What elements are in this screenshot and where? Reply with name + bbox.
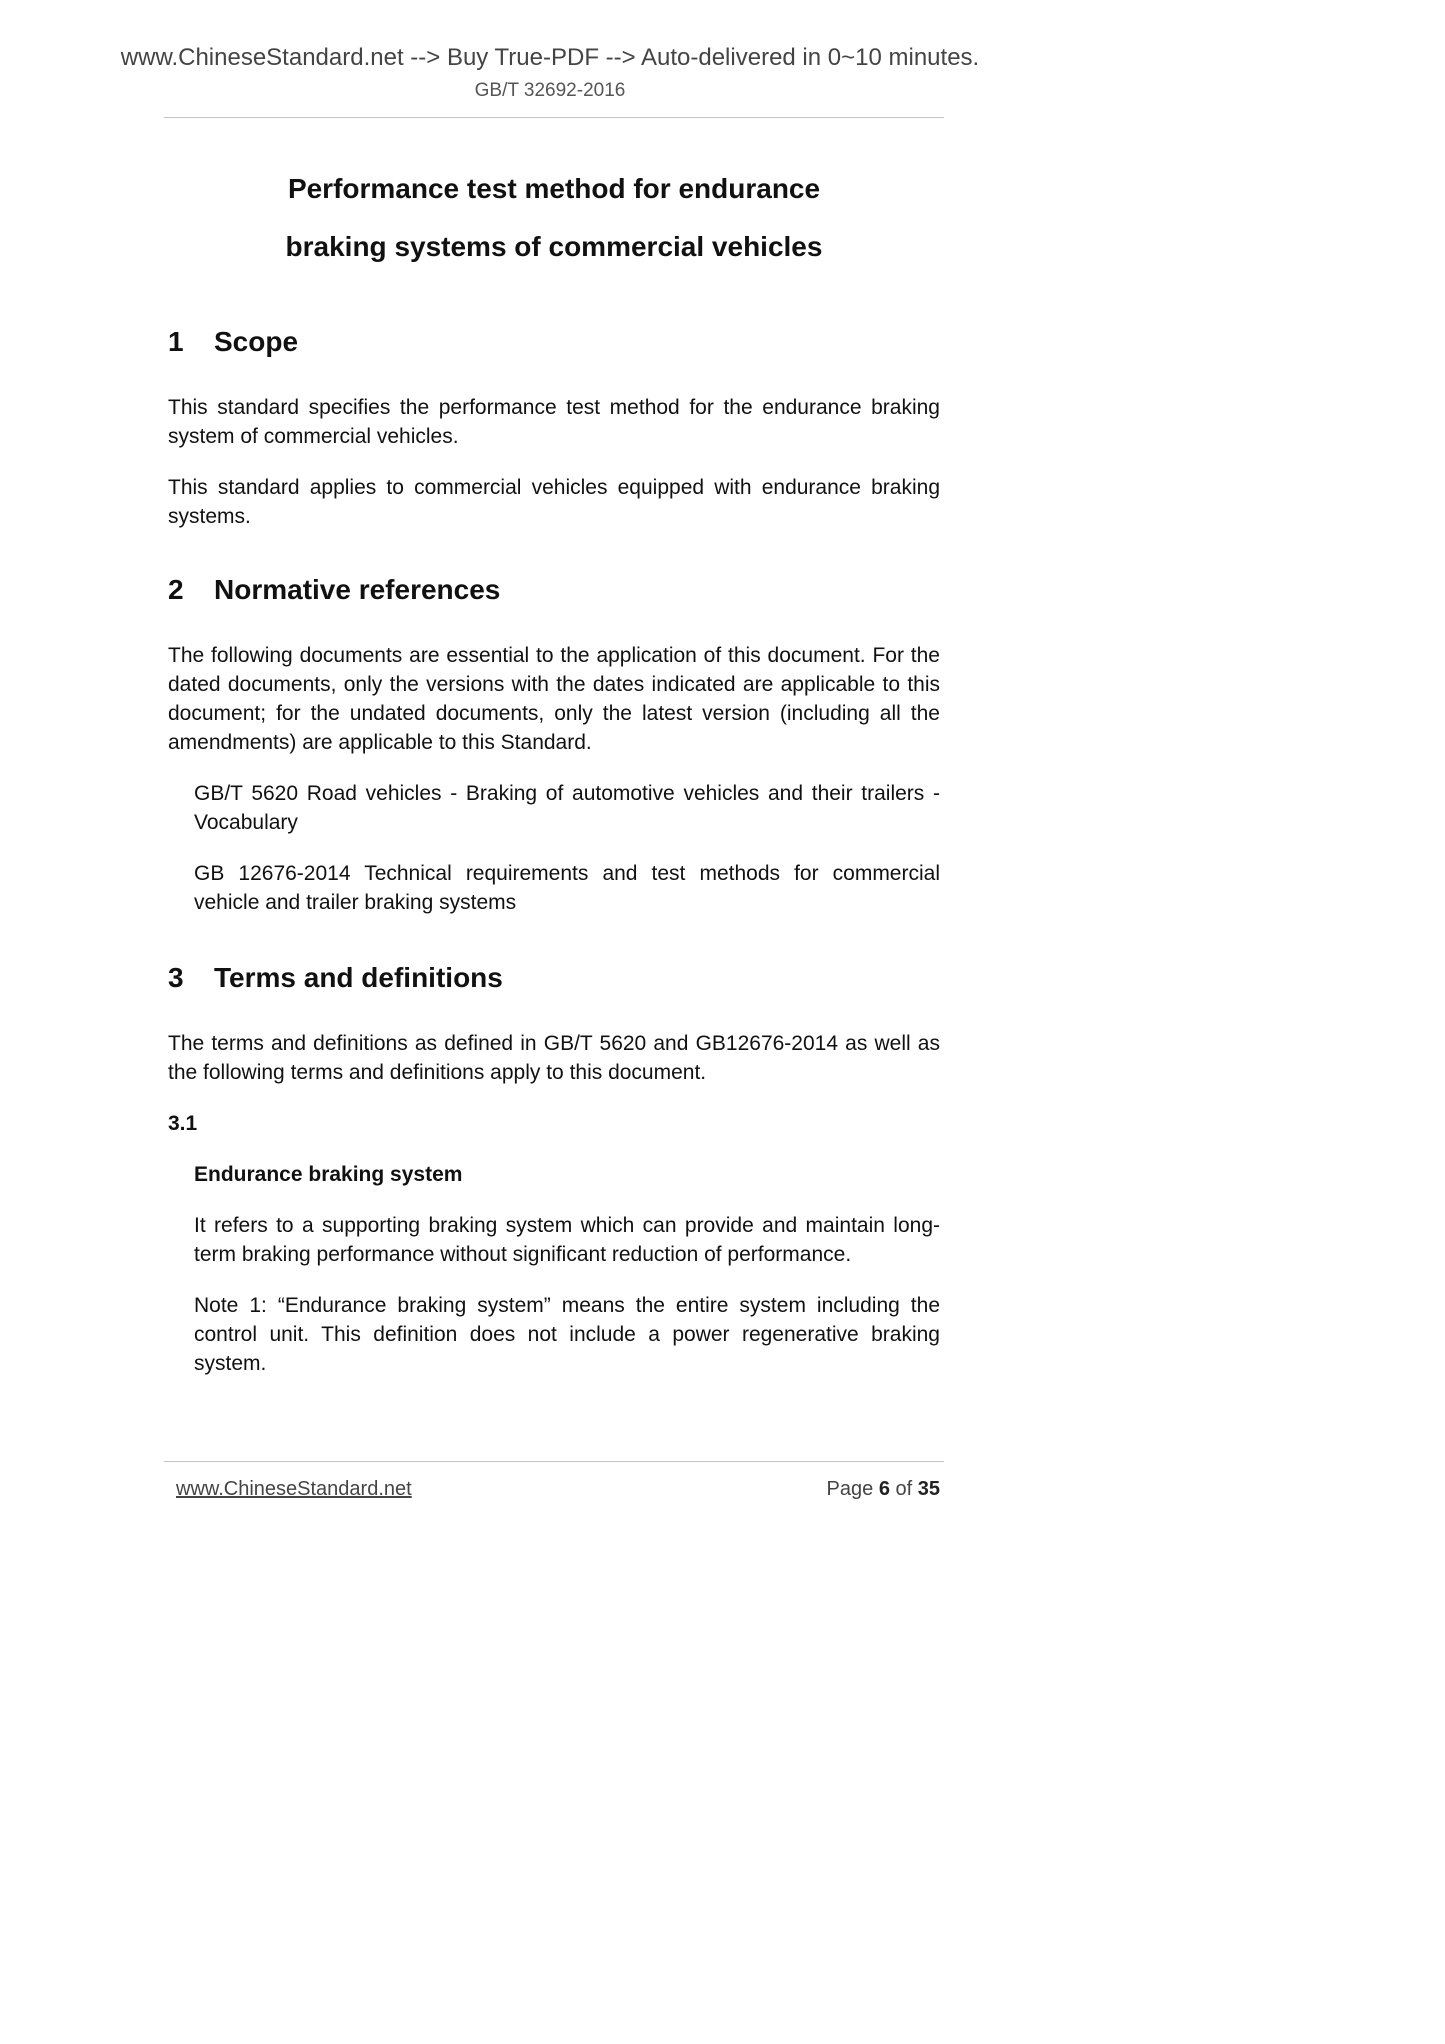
header-divider: [164, 117, 944, 118]
document-title-line1: Performance test method for endurance: [287, 173, 821, 204]
standard-number: GB/T 32692-2016: [474, 80, 626, 101]
section-1-number: 1: [168, 326, 184, 357]
section-3-heading: [168, 962, 940, 994]
terms-paragraph: The terms and definitions as defined in GB/T 5620 and GB12676-2014 as well as the following terms and definitions apply to this document.: [168, 1032, 940, 1084]
page-indicator: [827, 1478, 940, 1501]
document-body: [168, 160, 940, 1378]
footer-divider: [164, 1461, 944, 1462]
section-1-heading: [168, 326, 940, 358]
header-banner: www.ChineseStandard.net --> Buy True-PDF --> Auto-delivered in 0~10 minutes.: [120, 44, 980, 71]
reference-gbt5620: GB/T 5620 Road vehicles - Braking of automotive vehicles and their trailers - Vocabulary: [194, 782, 940, 834]
section-1-title: Scope: [214, 326, 299, 357]
page-label: Page: [826, 1478, 874, 1500]
scope-paragraph-1: This standard specifies the performance test method for the endurance braking system of commercial vehicles.: [168, 396, 940, 448]
section-2-title: Normative references: [214, 574, 501, 605]
scope-paragraph-2: This standard applies to commercial vehicles equipped with endurance braking systems.: [168, 476, 940, 528]
page-total: 35: [917, 1478, 940, 1500]
term-3-1-number: 3.1: [168, 1112, 198, 1135]
term-3-1-note: Note 1: “Endurance braking system” means the entire system including the control unit. This definition does not include a power regenerative braking system.: [194, 1294, 940, 1375]
page-of-label: of: [895, 1478, 913, 1500]
section-3-title: Terms and definitions: [214, 962, 503, 993]
term-3-1-name: Endurance braking system: [194, 1163, 463, 1186]
section-2-number: 2: [168, 574, 184, 605]
document-title-line2: braking systems of commercial vehicles: [285, 231, 823, 262]
reference-gb12676: GB 12676-2014 Technical requirements and test methods for commercial vehicle and trailer braking systems: [194, 862, 940, 914]
footer-website-link[interactable]: www.ChineseStandard.net: [176, 1478, 412, 1500]
section-3-number: 3: [168, 962, 184, 993]
normative-paragraph: The following documents are essential to the application of this document. For the dated documents, only the versions with the dates indicated are applicable to this document; for the undated documents, only the latest version (including all the amendments) are applicable to this Standard.: [168, 644, 940, 754]
page-current: 6: [878, 1478, 890, 1500]
section-2-heading: [168, 574, 940, 606]
term-3-1-definition: It refers to a supporting braking system which can provide and maintain long-term braking performance without significant reduction of performance.: [194, 1214, 940, 1266]
